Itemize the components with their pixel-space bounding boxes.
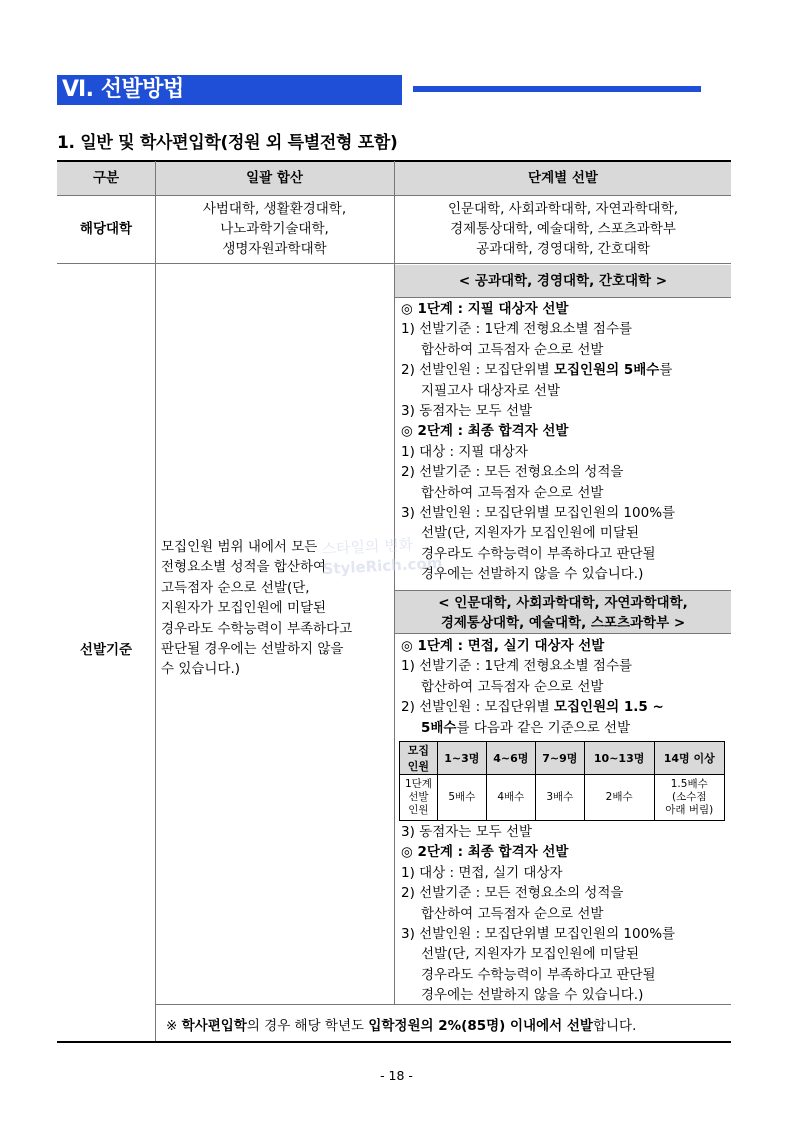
multiplier-table-cell: 1단계 선발 인원 xyxy=(400,775,438,821)
group-a-line: 경우에는 선발하지 않을 수 있습니다.) xyxy=(421,566,644,583)
header-bulk: 일괄 합산 xyxy=(246,170,303,186)
group-b-line: 경우에는 선발하지 않을 수 있습니다.) xyxy=(421,987,644,1004)
multiplier-table-header-cell: 10~13명 xyxy=(584,742,654,775)
group-b-line: 5배수를 다음과 같은 기준으로 선발 xyxy=(421,719,631,736)
group-a-line: 지필고사 대상자로 선발 xyxy=(421,382,560,399)
group-a-line: 2) 선발인원 : 모집단위별 모집인원의 5배수를 xyxy=(401,362,673,379)
multiplier-table-cell: 3배수 xyxy=(535,775,584,821)
row-label-criteria: 선발기준 xyxy=(79,642,133,658)
footnote: ※ 학사편입학의 경우 해당 학년도 입학정원의 2%(85명) 이내에서 선발합니다. xyxy=(166,1018,637,1034)
bulk-criteria-text: 모집인원 범위 내에서 모든 전형요소별 성적을 합산하여 고득점자 순으로 선발(단, 지원자가 모집인원에 미달된 경우라도 수학능력이 부족하다고 판단될 경우에는 선발하지 않을 수 있습니다.) xyxy=(161,539,353,678)
group-b-line: 1) 대상 : 면접, 실기 대상자 xyxy=(401,864,563,881)
group-a-line: 선발(단, 지원자가 모집인원에 미달된 xyxy=(421,525,640,542)
group-a-line: 합산하여 고득점자 순으로 선발 xyxy=(421,484,604,501)
multiplier-table xyxy=(399,741,725,821)
group-a-line: 2) 선발기준 : 모든 전형요소의 성적을 xyxy=(401,464,624,481)
multiplier-table-header-cell: 14명 이상 xyxy=(654,742,725,775)
group-b-line: ◎ 1단계 : 면접, 실기 대상자 선발 xyxy=(401,638,605,654)
group-b-line: 1) 선발기준 : 1단계 전형요소별 점수를 xyxy=(401,658,633,675)
multiplier-table-cell: 2배수 xyxy=(584,775,654,821)
group-a-header: < 공과대학, 경영대학, 간호대학 > xyxy=(458,273,668,289)
group-b-line: 합산하여 고득점자 순으로 선발 xyxy=(421,905,604,922)
group-b-line: 경우라도 수학능력이 부족하다고 판단될 xyxy=(421,966,656,983)
group-a-line: 경우라도 수학능력이 부족하다고 판단될 xyxy=(421,545,656,562)
multiplier-table-header-cell: 1~3명 xyxy=(437,742,486,775)
group-a-line: 1) 선발기준 : 1단계 전형요소별 점수를 xyxy=(401,321,633,338)
group-a-line: ◎ 1단계 : 지필 대상자 선발 xyxy=(401,301,569,317)
multiplier-table-cell: 5배수 xyxy=(437,775,486,821)
row-label-colleges: 해당대학 xyxy=(79,221,133,237)
stage-colleges: 인문대학, 사회과학대학, 자연과학대학, 경제통상대학, 예술대학, 스포츠과학부 공과대학, 경영대학, 간호대학 xyxy=(447,201,679,257)
group-b-line: 3) 동점자는 모두 선발 xyxy=(401,824,533,840)
multiplier-table-cell: 4배수 xyxy=(486,775,535,821)
group-b-line: ◎ 2단계 : 최종 합격자 선발 xyxy=(401,844,569,861)
multiplier-table-header-cell: 4~6명 xyxy=(486,742,535,775)
group-a-line: 3) 선발인원 : 모집단위별 모집인원의 100%를 xyxy=(401,505,676,522)
group-b-header: < 인문대학, 사회과학대학, 자연과학대학, 경제통상대학, 예술대학, 스포츠과학부 > xyxy=(438,595,688,631)
group-a-lines xyxy=(401,299,675,585)
page-number: - 18 - xyxy=(380,1068,413,1083)
multiplier-table-header-cell: 모집 인원 xyxy=(400,742,438,775)
group-a-line: 합산하여 고득점자 순으로 선발 xyxy=(421,341,604,358)
section-title: Ⅵ. 선발방법 xyxy=(62,77,184,102)
group-a-line: 1) 대상 : 지필 대상자 xyxy=(401,443,528,460)
header-stage: 단계별 선발 xyxy=(528,170,598,186)
multiplier-table-cell: 1.5배수 (소수점 아래 버림) xyxy=(654,775,725,821)
group-b-line: 3) 선발인원 : 모집단위별 모집인원의 100%를 xyxy=(401,926,676,943)
group-b-line: 합산하여 고득점자 순으로 선발 xyxy=(421,678,604,695)
group-b-line: 2) 선발인원 : 모집단위별 모집인원의 1.5 ~ xyxy=(401,699,664,716)
section-header-line xyxy=(413,86,701,92)
group-b-line: 2) 선발기준 : 모든 전형요소의 성적을 xyxy=(401,885,624,902)
header-category: 구분 xyxy=(92,170,120,186)
multiplier-table-header-cell: 7~9명 xyxy=(535,742,584,775)
subsection-title: 1. 일반 및 학사편입학(정원 외 특별전형 포함) xyxy=(57,133,398,153)
group-a-line: ◎ 2단계 : 최종 합격자 선발 xyxy=(401,423,569,440)
group-b-lines-after xyxy=(401,822,675,1006)
bulk-colleges: 사범대학, 생활환경대학, 나노과학기술대학, 생명자원과학대학 xyxy=(202,201,347,257)
watermark: 스타일의 변화 StyleRich.com xyxy=(321,535,443,579)
group-b-line: 선발(단, 지원자가 모집인원에 미달된 xyxy=(421,946,640,963)
group-a-line: 3) 동점자는 모두 선발 xyxy=(401,403,533,420)
group-b-lines-before xyxy=(401,636,664,738)
